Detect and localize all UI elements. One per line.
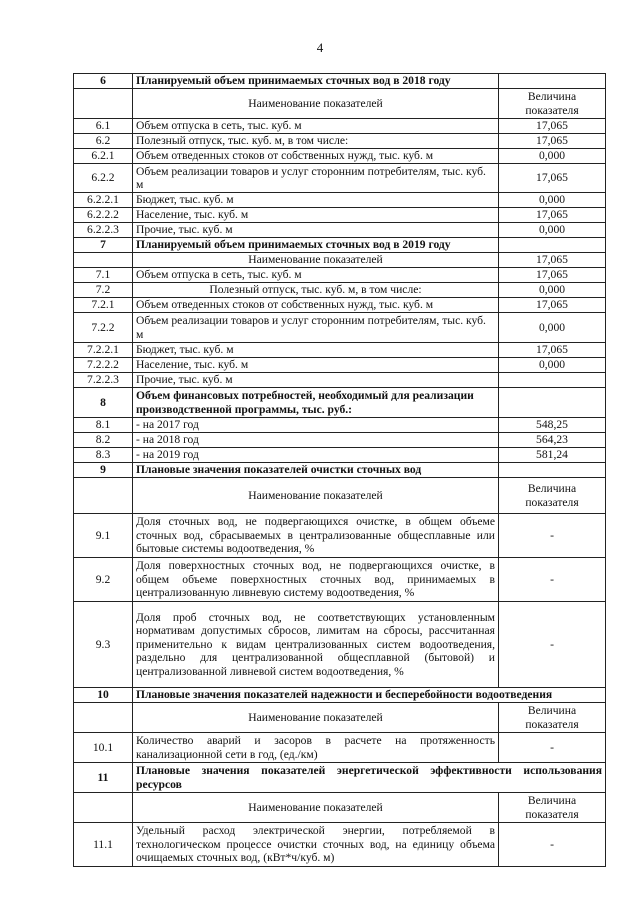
section-title: Плановые значения показателей надежности и бесперебойности водоотведения bbox=[133, 688, 606, 703]
table-row bbox=[74, 149, 606, 164]
row-value: 17,065 bbox=[499, 119, 606, 134]
row-name: Объем отпуска в сеть, тыс. куб. м bbox=[133, 119, 499, 134]
row-number: 8.1 bbox=[74, 418, 133, 433]
section-number: 8 bbox=[74, 388, 133, 418]
column-header-name: Наименование показателей bbox=[133, 478, 499, 514]
row-name: Объем отпуска в сеть, тыс. куб. м bbox=[133, 268, 499, 283]
row-name: Население, тыс. куб. м bbox=[133, 208, 499, 223]
row-name: - на 2018 год bbox=[133, 433, 499, 448]
row-name: Бюджет, тыс. куб. м bbox=[133, 193, 499, 208]
row-value: 17,065 bbox=[499, 343, 606, 358]
row-name: Доля проб сточных вод, не соответствующих установленным нормативам допустимых сбросов, лимитам на сбросы, рассчитанная применительно к видам централизованных систем водоотведения, раздельно для централизованной общесплавной (бытовой) и централизованной ливневой систем водоотведения, % bbox=[133, 602, 499, 688]
table-row bbox=[74, 558, 606, 602]
row-value: - bbox=[499, 733, 606, 763]
section-number: 9 bbox=[74, 463, 133, 478]
section-header bbox=[74, 238, 606, 253]
table-row bbox=[74, 298, 606, 313]
table-row bbox=[74, 733, 606, 763]
row-value bbox=[499, 373, 606, 388]
indicators-table bbox=[73, 73, 606, 867]
row-name: Объем реализации товаров и услуг сторонним потребителям, тыс. куб. м bbox=[133, 164, 499, 193]
row-value: 581,24 bbox=[499, 448, 606, 463]
row-number: 7.2.2.1 bbox=[74, 343, 133, 358]
column-header-row bbox=[74, 703, 606, 733]
table-row bbox=[74, 823, 606, 867]
column-header-row bbox=[74, 253, 606, 268]
section-number: 6 bbox=[74, 74, 133, 89]
row-value: 17,065 bbox=[499, 253, 606, 268]
row-value: 548,25 bbox=[499, 418, 606, 433]
row-number: 8.3 bbox=[74, 448, 133, 463]
row-value: - bbox=[499, 514, 606, 558]
section-title: Объем финансовых потребностей, необходимый для реализации производственной программы, тыс. руб.: bbox=[133, 388, 499, 418]
section-header bbox=[74, 388, 606, 418]
row-name: Прочие, тыс. куб. м bbox=[133, 373, 499, 388]
row-name: - на 2019 год bbox=[133, 448, 499, 463]
row-name: Удельный расход электрической энергии, потребляемой в технологическом процессе очистки сточных вод, на единицу объема очищаемых сточных вод, (кВт*ч/куб. м) bbox=[133, 823, 499, 867]
section-header bbox=[74, 688, 606, 703]
column-header-value: Величина показателя bbox=[499, 703, 606, 733]
section-header bbox=[74, 763, 606, 793]
row-name: Доля сточных вод, не подвергающихся очистке, в общем объеме сточных вод, сбрасываемых в централизованные общесплавные или бытовые системы водоотведения, % bbox=[133, 514, 499, 558]
table-row bbox=[74, 418, 606, 433]
row-value: 0,000 bbox=[499, 223, 606, 238]
table-row bbox=[74, 134, 606, 149]
column-header-value: Величина показателя bbox=[499, 478, 606, 514]
column-header-name: Наименование показателей bbox=[133, 89, 499, 119]
column-header-name: Наименование показателей bbox=[133, 253, 499, 268]
column-header-row bbox=[74, 478, 606, 514]
section-number: 10 bbox=[74, 688, 133, 703]
row-value: 0,000 bbox=[499, 193, 606, 208]
section-title: Планируемый объем принимаемых сточных вод в 2019 году bbox=[133, 238, 499, 253]
column-header-row bbox=[74, 89, 606, 119]
row-name: Объем реализации товаров и услуг сторонним потребителям, тыс. куб. м bbox=[133, 313, 499, 343]
row-number: 8.2 bbox=[74, 433, 133, 448]
row-name: Полезный отпуск, тыс. куб. м, в том числе: bbox=[133, 283, 499, 298]
row-name: Доля поверхностных сточных вод, не подвергающихся очистке, в общем объеме поверхностных сточных вод, принимаемых в централизованную ливневую систему водоотведения, % bbox=[133, 558, 499, 602]
table-row bbox=[74, 373, 606, 388]
row-number: 6.2.2 bbox=[74, 164, 133, 193]
section-header bbox=[74, 463, 606, 478]
row-number: 6.2 bbox=[74, 134, 133, 149]
row-value: 17,065 bbox=[499, 298, 606, 313]
row-number: 6.1 bbox=[74, 119, 133, 134]
table-row bbox=[74, 433, 606, 448]
table-row bbox=[74, 193, 606, 208]
table-row bbox=[74, 164, 606, 193]
row-number: 6.2.2.3 bbox=[74, 223, 133, 238]
table-row bbox=[74, 602, 606, 688]
section-title: Плановые значения показателей очистки сточных вод bbox=[133, 463, 499, 478]
row-value: 17,065 bbox=[499, 268, 606, 283]
section-title: Плановые значения показателей энергетической эффективности использования ресурсов bbox=[133, 763, 606, 793]
row-value: 17,065 bbox=[499, 134, 606, 149]
row-value: - bbox=[499, 602, 606, 688]
row-number: 11.1 bbox=[74, 823, 133, 867]
column-header-name: Наименование показателей bbox=[133, 793, 499, 823]
table-row bbox=[74, 343, 606, 358]
row-number: 6.2.2.2 bbox=[74, 208, 133, 223]
row-name: Прочие, тыс. куб. м bbox=[133, 223, 499, 238]
table-row bbox=[74, 358, 606, 373]
row-number: 7.2.2.3 bbox=[74, 373, 133, 388]
row-number: 7.2.2 bbox=[74, 313, 133, 343]
row-name: Объем отведенных стоков от собственных нужд, тыс. куб. м bbox=[133, 298, 499, 313]
row-number: 7.2 bbox=[74, 283, 133, 298]
row-number: 7.2.1 bbox=[74, 298, 133, 313]
row-value: 564,23 bbox=[499, 433, 606, 448]
section-number: 11 bbox=[74, 763, 133, 793]
row-value: 17,065 bbox=[499, 164, 606, 193]
row-name: - на 2017 год bbox=[133, 418, 499, 433]
page-number: 4 bbox=[316, 40, 324, 55]
row-name: Население, тыс. куб. м bbox=[133, 358, 499, 373]
table-row bbox=[74, 208, 606, 223]
row-value: 0,000 bbox=[499, 283, 606, 298]
row-value: 0,000 bbox=[499, 313, 606, 343]
row-number: 6.2.2.1 bbox=[74, 193, 133, 208]
row-name: Бюджет, тыс. куб. м bbox=[133, 343, 499, 358]
row-value: 17,065 bbox=[499, 208, 606, 223]
table-row bbox=[74, 119, 606, 134]
row-value: - bbox=[499, 823, 606, 867]
table-row bbox=[74, 448, 606, 463]
table-row bbox=[74, 283, 606, 298]
row-name: Количество аварий и засоров в расчете на протяженность канализационной сети в год, (ед./км) bbox=[133, 733, 499, 763]
table-row bbox=[74, 223, 606, 238]
row-name: Объем отведенных стоков от собственных нужд, тыс. куб. м bbox=[133, 149, 499, 164]
row-value: - bbox=[499, 558, 606, 602]
table-row bbox=[74, 313, 606, 343]
table-row bbox=[74, 514, 606, 558]
row-number: 9.3 bbox=[74, 602, 133, 688]
section-title: Планируемый объем принимаемых сточных вод в 2018 году bbox=[133, 74, 499, 89]
section-number: 7 bbox=[74, 238, 133, 253]
row-number: 7.1 bbox=[74, 268, 133, 283]
column-header-value: Величина показателя bbox=[499, 89, 606, 119]
row-number: 10.1 bbox=[74, 733, 133, 763]
column-header-name: Наименование показателей bbox=[133, 703, 499, 733]
row-number: 7.2.2.2 bbox=[74, 358, 133, 373]
row-value: 0,000 bbox=[499, 149, 606, 164]
section-header bbox=[74, 74, 606, 89]
row-name: Полезный отпуск, тыс. куб. м, в том числе: bbox=[133, 134, 499, 149]
row-number: 9.2 bbox=[74, 558, 133, 602]
column-header-row bbox=[74, 793, 606, 823]
row-number: 9.1 bbox=[74, 514, 133, 558]
row-number: 6.2.1 bbox=[74, 149, 133, 164]
row-value: 0,000 bbox=[499, 358, 606, 373]
column-header-value: Величина показателя bbox=[499, 793, 606, 823]
table-row bbox=[74, 268, 606, 283]
